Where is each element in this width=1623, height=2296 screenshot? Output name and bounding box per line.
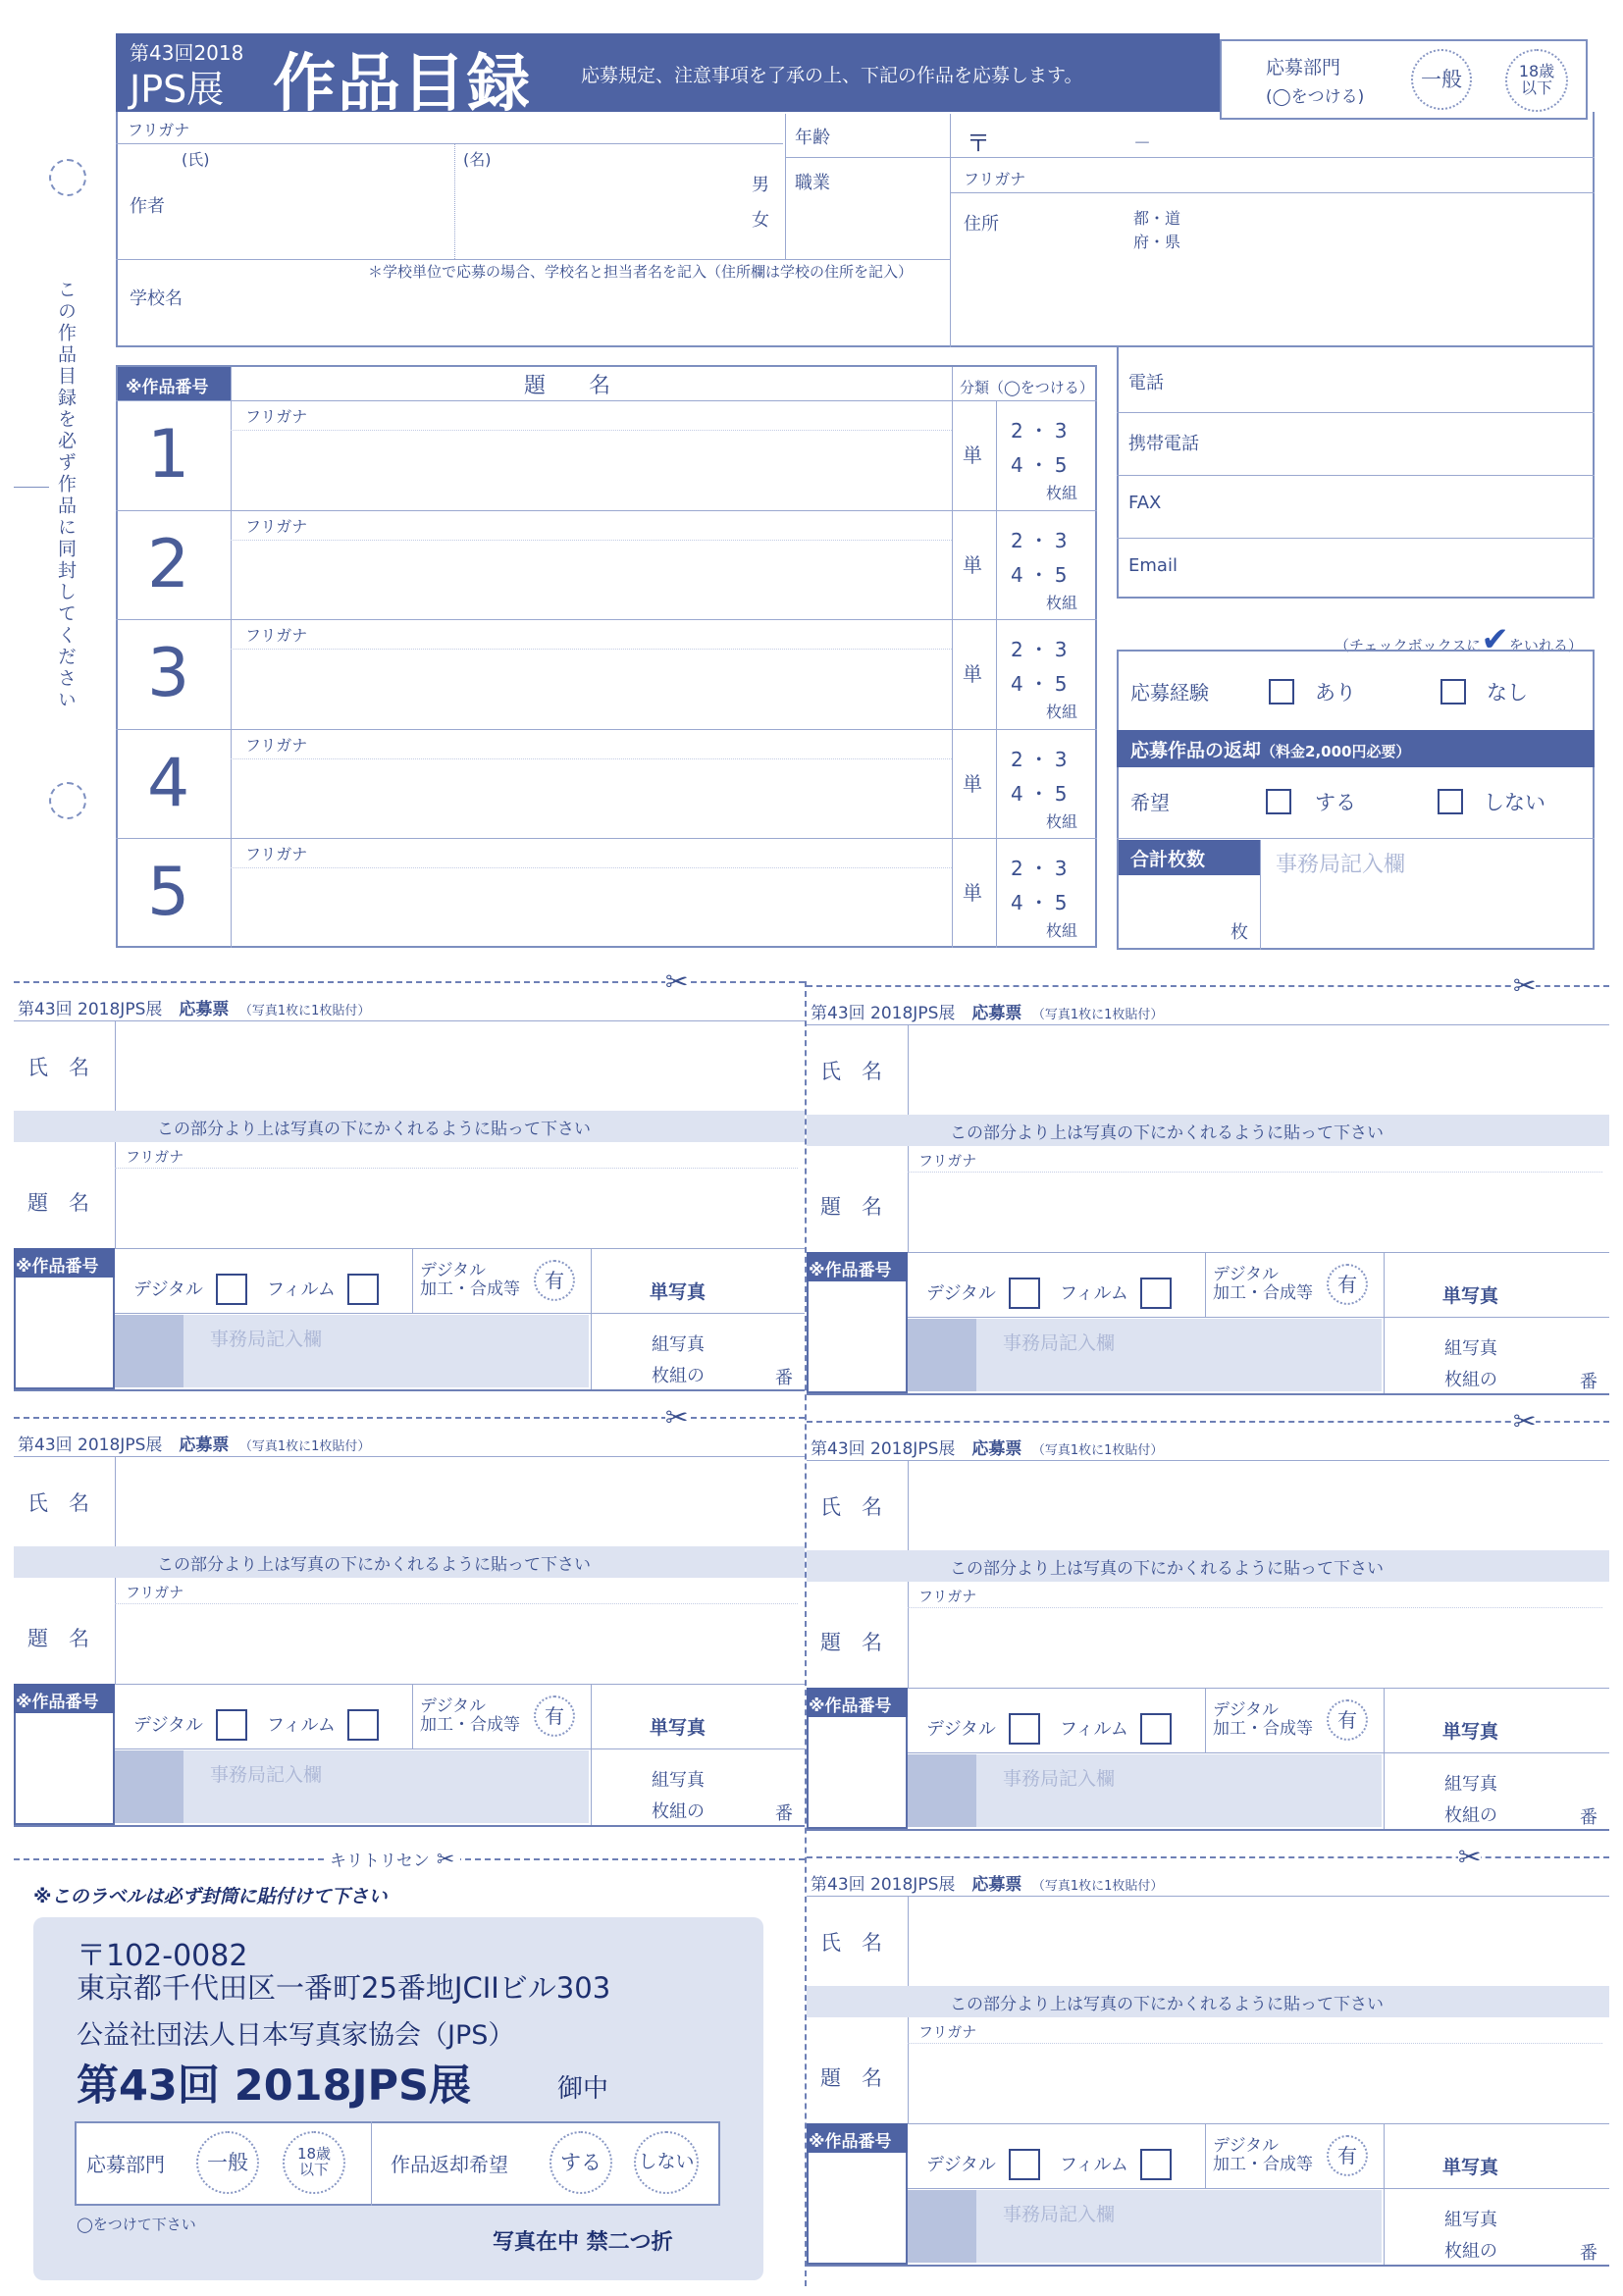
ticket-ban: 番 bbox=[775, 1368, 793, 1388]
ticket-film-checkbox[interactable] bbox=[347, 1709, 379, 1741]
ticket-title-field[interactable] bbox=[911, 1609, 1605, 1686]
address-furigana: フリガナ bbox=[964, 170, 1026, 188]
occupation-label: 職業 bbox=[795, 173, 830, 193]
label-address: 東京都千代田区一番町25番地JCIIビル303 bbox=[77, 1971, 611, 2005]
ticket-name-field[interactable] bbox=[118, 1458, 801, 1544]
ticket-title-field[interactable] bbox=[911, 1174, 1605, 1250]
ticket-set-of: 枚組の bbox=[1444, 1370, 1497, 1390]
work-title-field[interactable] bbox=[234, 869, 950, 944]
class-single[interactable]: 単 bbox=[963, 881, 982, 905]
ticket-ban: 番 bbox=[1580, 1807, 1597, 1828]
label-return-no-circle[interactable]: しない bbox=[634, 2131, 699, 2194]
punch-hole-top bbox=[49, 159, 86, 196]
ticket-digital-checkbox[interactable] bbox=[216, 1274, 247, 1305]
exhibition-name: JPS展 bbox=[130, 68, 225, 111]
ticket-single-photo[interactable]: 単写真 bbox=[1442, 1285, 1499, 1307]
ticket-name-field[interactable] bbox=[118, 1022, 801, 1109]
applicant-name-label: 作者 bbox=[130, 196, 165, 217]
col-class: 分類（◯をつける） bbox=[960, 379, 1094, 396]
class-set-45[interactable]: 4・5 bbox=[1011, 891, 1073, 914]
label-circle-note: ◯をつけて下さい bbox=[77, 2216, 196, 2233]
work-title-field[interactable] bbox=[234, 542, 950, 616]
work-furigana-label: フリガナ bbox=[245, 407, 308, 426]
ticket-name-field[interactable] bbox=[911, 1462, 1605, 1548]
ticket-heading: 第43回 2018JPS展 応募票 （写真1枚に1枚貼付） bbox=[811, 1875, 1164, 1895]
work-furigana-label: フリガナ bbox=[245, 626, 308, 645]
ticket-paste-note: この部分より上は写真の下にかくれるように貼って下さい bbox=[950, 1559, 1384, 1579]
ticket-set-of: 枚組の bbox=[652, 1366, 705, 1386]
label-honorific: 御中 bbox=[557, 2074, 609, 2104]
cut-line-text: キリトリセン ✂ bbox=[324, 1847, 460, 1872]
ticket-office-use: 事務局記入欄 bbox=[1003, 2204, 1116, 2225]
ticket-film-label: フィルム bbox=[267, 1279, 336, 1300]
ticket-heading: 第43回 2018JPS展 応募票 （写真1枚に1枚貼付） bbox=[18, 1435, 371, 1455]
class-single[interactable]: 単 bbox=[963, 771, 982, 796]
ticket-furigana: フリガナ bbox=[126, 1584, 184, 1601]
contact-box bbox=[1117, 347, 1595, 599]
ticket-office-band bbox=[115, 1315, 589, 1387]
form-title: 作品目録 bbox=[273, 48, 532, 121]
class-set-23[interactable]: 2・3 bbox=[1011, 419, 1073, 443]
category-label: 応募部門 bbox=[1266, 57, 1341, 78]
label-org: 公益社団法人日本写真家協会（JPS） bbox=[77, 2020, 515, 2051]
label-warning: 写真在中 禁二つ折 bbox=[493, 2230, 673, 2255]
request-label: 希望 bbox=[1130, 791, 1170, 814]
ticket-single-photo[interactable]: 単写真 bbox=[650, 1281, 707, 1303]
ticket-digital-checkbox[interactable] bbox=[216, 1709, 247, 1741]
ticket-paste-note: この部分より上は写真の下にかくれるように貼って下さい bbox=[157, 1120, 591, 1139]
ticket-set-of: 枚組の bbox=[1444, 1805, 1497, 1826]
ticket-processed-label: デジタル 加工・合成等 bbox=[1213, 1265, 1313, 1303]
prefecture-line-1: 都・道 bbox=[1133, 209, 1181, 228]
ticket-film-label: フィルム bbox=[1060, 2155, 1128, 2175]
ticket-name-label: 氏 名 bbox=[27, 1491, 89, 1515]
scissors-icon: ✂ bbox=[1513, 1405, 1537, 1437]
ticket-ban: 番 bbox=[1580, 2243, 1597, 2264]
experience-yes-label: あり bbox=[1315, 681, 1356, 704]
class-set-23[interactable]: 2・3 bbox=[1011, 528, 1073, 552]
check-note: （チェックボックスに✔をいれる） bbox=[1335, 620, 1583, 659]
ticket-office-marker bbox=[908, 1754, 976, 1827]
work-number: 1 bbox=[147, 416, 190, 494]
ticket-office-band bbox=[908, 2190, 1382, 2263]
ticket-title-label: 題 名 bbox=[27, 1191, 89, 1215]
experience-no-label: なし bbox=[1487, 681, 1528, 704]
ticket-name-label: 氏 名 bbox=[820, 1495, 882, 1519]
side-note: この作品目録を必ず作品に同封してください bbox=[55, 280, 77, 711]
applicant-mei: (名) bbox=[463, 150, 492, 169]
total-label: 合計枚数 bbox=[1119, 840, 1260, 875]
ticket-heading: 第43回 2018JPS展 応募票 （写真1枚に1枚貼付） bbox=[811, 1439, 1164, 1459]
ticket-processed-circle[interactable]: 有 bbox=[534, 1260, 575, 1301]
return-no-label: しない bbox=[1484, 791, 1545, 814]
experience-label: 応募経験 bbox=[1130, 681, 1209, 704]
ticket-column-divider bbox=[805, 981, 807, 2286]
ticket-processed-circle[interactable]: 有 bbox=[534, 1696, 575, 1737]
ticket-title-label: 題 名 bbox=[820, 2066, 882, 2090]
ticket-single-photo[interactable]: 単写真 bbox=[1442, 1721, 1499, 1743]
options-office-use: 事務局記入欄 bbox=[1276, 853, 1406, 877]
ticket-digital-label: デジタル bbox=[926, 2155, 996, 2175]
postal-dash: － bbox=[1133, 133, 1151, 154]
scissors-icon: ✂ bbox=[1513, 969, 1537, 1002]
header-notice: 応募規定、注意事項を了承の上、下記の作品を応募します。 bbox=[581, 65, 1083, 86]
ticket-single-photo[interactable]: 単写真 bbox=[1442, 2157, 1499, 2178]
sheet-unit: 枚 bbox=[1230, 922, 1248, 943]
class-set-unit: 枚組 bbox=[1046, 921, 1078, 940]
school-note: ＊学校単位で応募の場合、学校名と担当者名を記入（住所欄は学校の住所を記入） bbox=[368, 263, 914, 281]
ticket-film-label: フィルム bbox=[267, 1715, 336, 1736]
ticket-name-label: 氏 名 bbox=[820, 1060, 882, 1083]
scissors-icon: ✂ bbox=[429, 1848, 455, 1872]
applicant-box bbox=[116, 112, 1595, 347]
ticket-office-use: 事務局記入欄 bbox=[210, 1329, 323, 1350]
ticket-set-photo[interactable]: 組写真 bbox=[1444, 1774, 1497, 1795]
ticket-office-marker bbox=[115, 1750, 183, 1823]
work-furigana-label: フリガナ bbox=[245, 516, 308, 536]
ticket-paste-note: この部分より上は写真の下にかくれるように貼って下さい bbox=[950, 1995, 1384, 2014]
gender-male[interactable]: 男 bbox=[752, 175, 769, 195]
address-label: 住所 bbox=[964, 214, 999, 235]
label-return-yes-circle[interactable]: する bbox=[550, 2131, 612, 2194]
return-header: 応募作品の返却（料金2,000円必要） bbox=[1117, 730, 1595, 767]
class-set-45[interactable]: 4・5 bbox=[1011, 672, 1073, 696]
class-set-23[interactable]: 2・3 bbox=[1011, 857, 1073, 880]
ticket-set-photo[interactable]: 組写真 bbox=[1444, 1338, 1497, 1359]
ticket-paste-note: この部分より上は写真の下にかくれるように貼って下さい bbox=[157, 1555, 591, 1575]
class-set-unit: 枚組 bbox=[1046, 811, 1078, 831]
class-set-45[interactable]: 4・5 bbox=[1011, 781, 1073, 806]
label-instruction: ※このラベルは必ず封筒に貼付けて下さい bbox=[33, 1886, 388, 1907]
label-general-circle[interactable]: 一般 bbox=[196, 2131, 259, 2194]
ticket-ban: 番 bbox=[775, 1803, 793, 1824]
ticket-number-label: ※作品番号 bbox=[14, 1248, 115, 1278]
ticket-office-use: 事務局記入欄 bbox=[1003, 1768, 1116, 1790]
ticket-set-photo[interactable]: 組写真 bbox=[652, 1770, 705, 1791]
ticket-digital-checkbox[interactable] bbox=[1009, 2149, 1040, 2180]
work-furigana-label: フリガナ bbox=[245, 845, 308, 863]
ticket-paste-note: この部分より上は写真の下にかくれるように貼って下さい bbox=[950, 1123, 1384, 1143]
ticket-name-field[interactable] bbox=[911, 1026, 1605, 1113]
ticket-digital-label: デジタル bbox=[133, 1715, 203, 1736]
ticket-set-photo[interactable]: 組写真 bbox=[652, 1334, 705, 1355]
ticket-digital-checkbox[interactable] bbox=[1009, 1278, 1040, 1309]
applicant-sei: (氏) bbox=[182, 150, 210, 169]
ticket-processed-circle[interactable]: 有 bbox=[1327, 1264, 1368, 1305]
applicant-furigana: フリガナ bbox=[128, 121, 190, 139]
age-label: 年齢 bbox=[795, 128, 830, 148]
ticket-processed-label: デジタル 加工・合成等 bbox=[420, 1696, 520, 1735]
ticket-name-label: 氏 名 bbox=[820, 1931, 882, 1955]
ticket-furigana: フリガナ bbox=[918, 1152, 977, 1170]
experience-no-checkbox[interactable] bbox=[1440, 679, 1466, 704]
work-title-field[interactable] bbox=[234, 651, 950, 725]
ticket-name-label: 氏 名 bbox=[27, 1056, 89, 1079]
ticket-title-label: 題 名 bbox=[27, 1627, 89, 1650]
ticket-office-marker bbox=[908, 1319, 976, 1391]
work-number: 5 bbox=[147, 854, 190, 931]
class-set-unit: 枚組 bbox=[1046, 593, 1078, 612]
ticket-cut-line bbox=[807, 1856, 1609, 1858]
ticket-digital-label: デジタル bbox=[926, 1283, 996, 1304]
ticket-ban: 番 bbox=[1580, 1372, 1597, 1392]
ticket-processed-circle[interactable]: 有 bbox=[1327, 2135, 1368, 2176]
ticket-number-label: ※作品番号 bbox=[807, 1688, 908, 1717]
ticket-office-band bbox=[115, 1750, 589, 1823]
label-event: 第43回 2018JPS展 bbox=[77, 2061, 471, 2111]
ticket-title-field[interactable] bbox=[911, 2045, 1605, 2121]
class-set-23[interactable]: 2・3 bbox=[1011, 638, 1073, 661]
col-title: 題 名 bbox=[524, 374, 611, 398]
ticket-heading: 第43回 2018JPS展 応募票 （写真1枚に1枚貼付） bbox=[811, 1004, 1164, 1023]
label-category: 応募部門 bbox=[86, 2153, 165, 2176]
label-return-wish: 作品返却希望 bbox=[391, 2153, 508, 2176]
ticket-office-band bbox=[908, 1754, 1382, 1827]
ticket-film-checkbox[interactable] bbox=[1140, 1713, 1172, 1745]
class-set-unit: 枚組 bbox=[1046, 703, 1078, 721]
gender-female[interactable]: 女 bbox=[752, 210, 769, 231]
ticket-film-label: フィルム bbox=[1060, 1283, 1128, 1304]
ticket-cut-line bbox=[807, 985, 1609, 987]
prefecture-line-2: 府・県 bbox=[1133, 233, 1181, 251]
ticket-processed-label: デジタル 加工・合成等 bbox=[420, 1261, 520, 1299]
ticket-title-label: 題 名 bbox=[820, 1631, 882, 1654]
class-set-45[interactable]: 4・5 bbox=[1011, 562, 1073, 587]
ticket-set-of: 枚組の bbox=[1444, 2241, 1497, 2262]
work-title-field[interactable] bbox=[234, 760, 950, 835]
side-tick bbox=[14, 487, 49, 488]
ticket-film-checkbox[interactable] bbox=[347, 1274, 379, 1305]
work-number: 4 bbox=[147, 744, 190, 822]
ticket-office-marker bbox=[908, 2190, 976, 2263]
ticket-set-of: 枚組の bbox=[652, 1801, 705, 1822]
ticket-furigana: フリガナ bbox=[918, 1588, 977, 1605]
ticket-processed-label: デジタル 加工・合成等 bbox=[1213, 1700, 1313, 1739]
scissors-icon: ✂ bbox=[665, 965, 689, 998]
edition-line: 第43回2018 bbox=[130, 41, 244, 65]
ticket-film-checkbox[interactable] bbox=[1140, 1278, 1172, 1309]
ticket-office-use: 事務局記入欄 bbox=[210, 1764, 323, 1786]
col-number: ※作品番号 bbox=[118, 367, 231, 400]
ticket-title-field[interactable] bbox=[118, 1170, 801, 1246]
return-yes-label: する bbox=[1315, 791, 1356, 814]
ticket-office-marker bbox=[115, 1315, 183, 1387]
ticket-set-photo[interactable]: 組写真 bbox=[1444, 2210, 1497, 2230]
ticket-furigana: フリガナ bbox=[918, 2023, 977, 2041]
label-youth-circle[interactable]: 18歳 以下 bbox=[283, 2131, 345, 2194]
ticket-number-label: ※作品番号 bbox=[807, 1252, 908, 1281]
ticket-number-label: ※作品番号 bbox=[14, 1684, 115, 1713]
class-set-23[interactable]: 2・3 bbox=[1011, 747, 1073, 771]
class-single[interactable]: 単 bbox=[963, 552, 982, 577]
mobile-label: 携帯電話 bbox=[1128, 434, 1199, 454]
ticket-digital-label: デジタル bbox=[926, 1719, 996, 1740]
ticket-name-field[interactable] bbox=[911, 1898, 1605, 1984]
work-furigana-label: フリガナ bbox=[245, 735, 308, 755]
ticket-digital-checkbox[interactable] bbox=[1009, 1713, 1040, 1745]
work-number: 3 bbox=[147, 635, 190, 712]
scissors-icon: ✂ bbox=[665, 1401, 689, 1434]
label-postal: 〒102-0082 bbox=[77, 1939, 248, 1973]
fax-label: FAX bbox=[1128, 493, 1162, 513]
school-label: 学校名 bbox=[130, 288, 183, 309]
ticket-number-label: ※作品番号 bbox=[807, 2123, 908, 2153]
work-title-field[interactable] bbox=[234, 432, 950, 506]
category-general-circle[interactable]: 一般 bbox=[1411, 49, 1472, 110]
email-label: Email bbox=[1128, 555, 1178, 576]
experience-yes-checkbox[interactable] bbox=[1269, 679, 1294, 704]
postal-mark: 〒 bbox=[967, 130, 990, 157]
ticket-film-label: フィルム bbox=[1060, 1719, 1128, 1740]
ticket-title-label: 題 名 bbox=[820, 1195, 882, 1219]
work-number: 2 bbox=[147, 525, 190, 603]
class-set-unit: 枚組 bbox=[1046, 484, 1078, 502]
ticket-office-band bbox=[908, 1319, 1382, 1391]
return-yes-checkbox[interactable] bbox=[1266, 789, 1291, 814]
ticket-processed-circle[interactable]: 有 bbox=[1327, 1699, 1368, 1741]
ticket-title-field[interactable] bbox=[118, 1605, 801, 1682]
ticket-single-photo[interactable]: 単写真 bbox=[650, 1717, 707, 1739]
ticket-heading: 第43回 2018JPS展 応募票 （写真1枚に1枚貼付） bbox=[18, 1000, 371, 1019]
category-hint: (◯をつける) bbox=[1266, 87, 1365, 107]
ticket-cut-line bbox=[807, 1421, 1609, 1423]
ticket-office-use: 事務局記入欄 bbox=[1003, 1332, 1116, 1354]
class-set-45[interactable]: 4・5 bbox=[1011, 453, 1073, 477]
ticket-furigana: フリガナ bbox=[126, 1148, 184, 1166]
category-youth-circle[interactable]: 18歳 以下 bbox=[1505, 49, 1568, 112]
phone-label: 電話 bbox=[1128, 373, 1164, 393]
ticket-digital-label: デジタル bbox=[133, 1279, 203, 1300]
return-no-checkbox[interactable] bbox=[1438, 789, 1463, 814]
ticket-film-checkbox[interactable] bbox=[1140, 2149, 1172, 2180]
checkmark-icon: ✔ bbox=[1481, 620, 1509, 659]
scissors-icon: ✂ bbox=[1458, 1841, 1482, 1873]
ticket-processed-label: デジタル 加工・合成等 bbox=[1213, 2136, 1313, 2174]
punch-hole-bottom bbox=[49, 782, 86, 819]
class-single[interactable]: 単 bbox=[963, 444, 982, 467]
class-single[interactable]: 単 bbox=[963, 662, 982, 686]
